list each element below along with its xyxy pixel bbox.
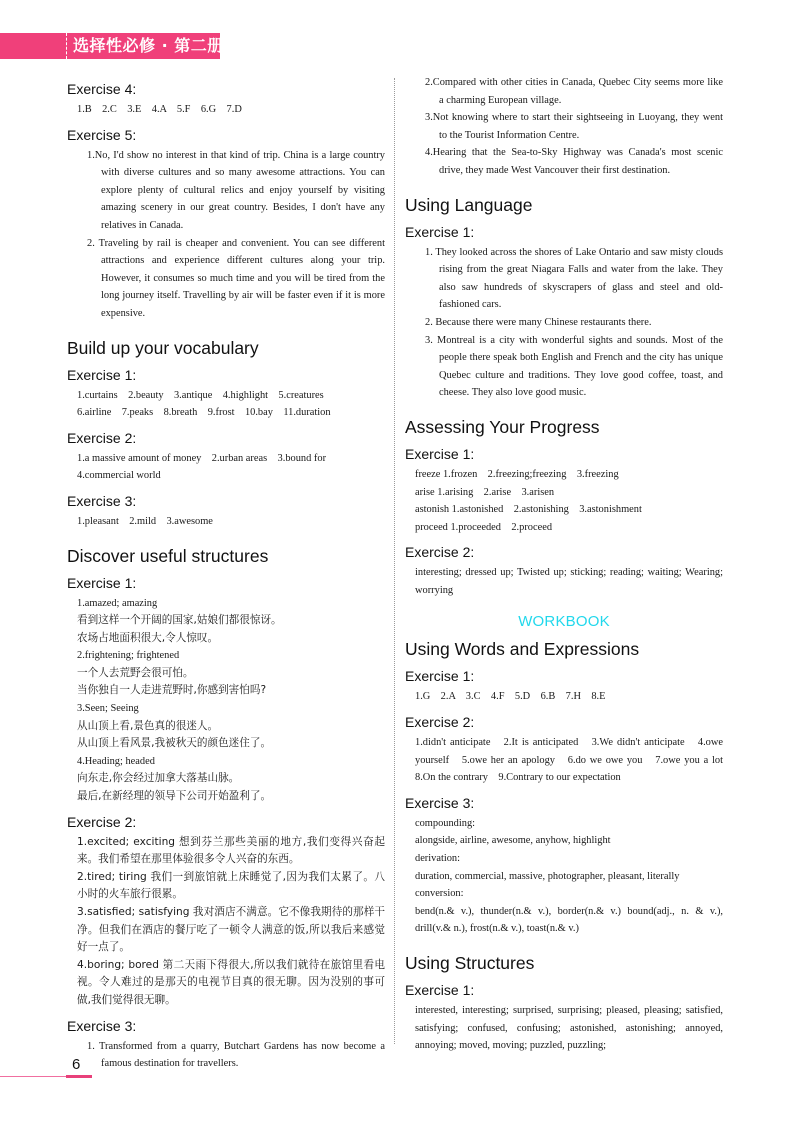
- answer-item: 1.excited; exciting 想到芬兰那些美丽的地方,我们变得兴奋起来。我们希望在那里体验很多令人兴奋的东西。: [77, 835, 385, 866]
- translation-line: 最后,在新经理的领导下公司开始盈利了。: [77, 790, 272, 803]
- page-number: 6: [72, 1056, 81, 1073]
- section-heading: Using Structures: [405, 953, 535, 973]
- section-heading: Build up your vocabulary: [67, 337, 259, 358]
- answer-item: 2. Traveling by rail is cheaper and convenient. You can see different attractions and experience different cultures along your trip. However, it consumes so much time and you will be tired from the long journey itself. Travelling by air will be faster even if it is more expensive.: [87, 237, 385, 319]
- exercise-title: Exercise 1:: [67, 366, 137, 383]
- exercise-title: Exercise 2:: [405, 714, 475, 731]
- exercise-title: Exercise 1:: [405, 982, 475, 998]
- answer-line: 1.G 2.A 3.C 4.F 5.D 6.B 7.H 8.E: [415, 691, 606, 703]
- answer-item: 1. They looked across the shores of Lake Ontario and saw misty clouds rising from the great Niagara Falls and water from the lake. They also saw hundreds of skyscrapers of glass and steel and old-fashioned cars.: [425, 246, 723, 311]
- answer-item: 1.No, I'd show no interest in that kind of trip. China is a large country with diverse cultures and so many awesome attractions. You can explore plenty of cultural relics and enjoy yourself by visiting amazing scenery in our great country. Besides, I don't have any relatives in Canada.: [87, 149, 385, 231]
- translation-line: 看到这样一个开阔的国家,姑娘们都很惊讶。: [77, 614, 282, 627]
- answer-item: 4.boring; bored 第二天雨下得很大,所以我们就待在旅馆里看电视。令人难过的是那天的电视节目真的很无聊。因为没别的事可做,我们觉得很无聊。: [77, 958, 385, 1006]
- category-label: compounding:: [415, 817, 476, 829]
- translation-line: 当你独自一人走进荒野时,你感到害怕吗?: [77, 684, 267, 697]
- answer-line: alongside, airline, awesome, anyhow, highlight: [415, 835, 611, 847]
- answer-item: 4.Hearing that the Sea-to-Sky Highway was Canada's most scenic drive, they made West Vancouver their first destination.: [425, 147, 723, 176]
- answer-item: 3.satisfied; satisfying 我对酒店不满意。它不像我期待的那样干净。但我们在酒店的餐厅吃了一顿令人满意的饭,所以我后来感觉好一点了。: [77, 906, 385, 954]
- translation-line: 从山顶上看,景色真的很迷人。: [77, 719, 219, 732]
- answer-line: arise 1.arising 2.arise 3.arisen: [415, 486, 555, 498]
- answer-item: 3.Not knowing where to start their sightseeing in Luoyang, they went to the Tourist Information Centre.: [425, 112, 723, 141]
- exercise-title: Exercise 1:: [67, 574, 137, 591]
- answer-line: 1.a massive amount of money 2.urban areas 3.bound for: [77, 452, 327, 464]
- right-column: [405, 74, 734, 1055]
- answer-text: interesting; dressed up; Twisted up; sticking; reading; waiting; Wearing; worrying: [415, 567, 723, 596]
- section-heading: Assessing Your Progress: [405, 416, 600, 437]
- exercise-title: Exercise 5:: [67, 126, 137, 143]
- translation-line: 从山顶上看风景,我被秋天的颜色迷住了。: [77, 737, 272, 750]
- answer-line: 1.curtains 2.beauty 3.antique 4.highlight 5.creatures: [77, 389, 324, 401]
- answer-text: interested, interesting; surprised, surprising; pleased, pleasing; satisfied, satisfying; confused, confusing; astonished, astonishing; annoyed, annoying; moved, moving; puzzled, puzzling;: [415, 1005, 723, 1052]
- answer-line: freeze 1.frozen 2.freezing;freezing 3.freezing: [415, 468, 619, 480]
- exercise-title: Exercise 1:: [405, 223, 475, 240]
- exercise-title: Exercise 3:: [67, 492, 137, 509]
- exercise-title: Exercise 3:: [405, 794, 475, 811]
- section-heading: Using Language: [405, 194, 533, 215]
- answer-line: 1.pleasant 2.mild 3.awesome: [77, 515, 213, 527]
- left-column: [67, 78, 385, 1073]
- answer-line: 1.amazed; amazing: [77, 597, 158, 609]
- exercise-title: Exercise 2:: [67, 429, 137, 446]
- answer-line: 6.airline 7.peaks 8.breath 9.frost 10.bay 11.duration: [77, 407, 331, 419]
- book-title: 选择性必修 · 第二册: [73, 36, 224, 55]
- answer-item: 1. Transformed from a quarry, Butchart Gardens has now become a famous destination for travellers.: [87, 1040, 385, 1070]
- answer-line: 4.Heading; headed: [77, 755, 155, 767]
- exercise-title: Exercise 3:: [67, 1017, 137, 1034]
- exercise-title: Exercise 1:: [405, 445, 475, 462]
- section-heading: Using Words and Expressions: [405, 639, 640, 660]
- answer-item: 2.Compared with other cities in Canada, Quebec City seems more like a charming European village.: [425, 77, 723, 106]
- exercise-title: Exercise 4:: [67, 81, 137, 97]
- header-divider: [66, 33, 67, 59]
- answer-line: 3.Seen; Seeing: [77, 703, 139, 715]
- translation-line: 向东走,你会经过加拿大落基山脉。: [77, 772, 240, 785]
- exercise-title: Exercise 1:: [405, 668, 475, 685]
- page-number-underline: [66, 1075, 92, 1078]
- translation-line: 农场占地面积很大,令人惊叹。: [77, 631, 219, 644]
- exercise-title: Exercise 2:: [67, 813, 137, 830]
- answer-item: 2. Because there were many Chinese restaurants there.: [425, 316, 652, 328]
- category-label: derivation:: [415, 853, 461, 865]
- answer-line: astonish 1.astonished 2.astonishing 3.astonishment: [415, 504, 642, 516]
- answer-line: 2.frightening; frightened: [77, 650, 180, 662]
- answer-line: 1.B 2.C 3.E 4.A 5.F 6.G 7.D: [77, 104, 242, 115]
- answer-line: duration, commercial, massive, photographer, pleasant, literally: [415, 870, 680, 882]
- answer-line: proceed 1.proceeded 2.proceed: [415, 521, 553, 533]
- answer-line: bend(n.& v.), thunder(n.& v.), border(n.& v.) bound(adj., n. & v.), drill(v.& n.), frost(n.& v.), toast(n.& v.): [415, 905, 723, 935]
- column-divider: [394, 78, 395, 1044]
- translation-line: 一个人去荒野会很可怕。: [77, 666, 194, 679]
- workbook-label: WORKBOOK: [518, 613, 610, 631]
- answer-item: 2.tired; tiring 我们一到旅馆就上床睡觉了,因为我们太累了。八小时的火车旅行很累。: [77, 870, 385, 901]
- answer-item: 3. Montreal is a city with wonderful sights and sounds. Most of the people there speak both English and French and the city has unique Quebec culture and traditions. They love good coffee, toast, and cheese. They also love good music.: [425, 334, 723, 399]
- answer-text: 1.didn't anticipate 2.It is anticipated 3.We didn't anticipate 4.owe yourself 5.owe her an apology 6.do we owe you 7.owe you a lot 8.On the contrary 9.Contrary to our expectation: [415, 737, 734, 784]
- section-heading: Discover useful structures: [67, 545, 269, 566]
- answer-line: 4.commercial world: [77, 470, 161, 482]
- category-label: conversion:: [415, 888, 464, 900]
- exercise-title: Exercise 2:: [405, 544, 475, 561]
